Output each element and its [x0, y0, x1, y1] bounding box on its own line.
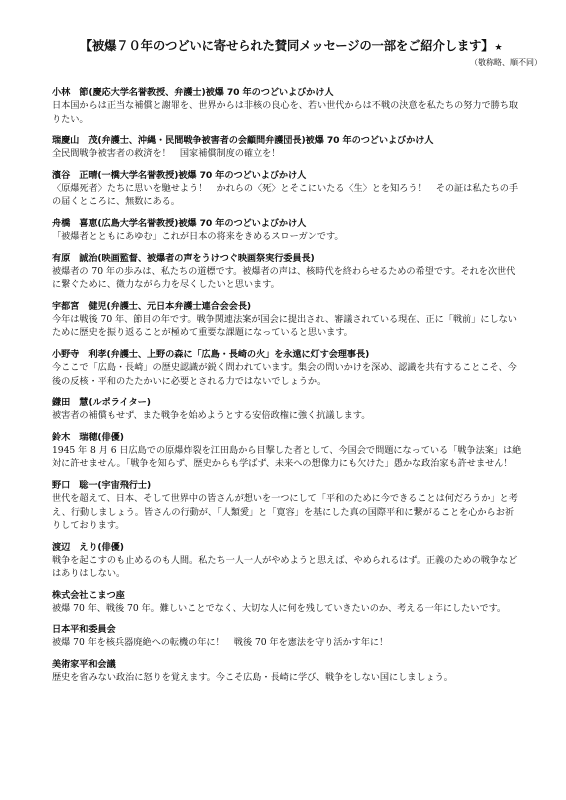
honorifics-note: （敬称略、順不同） [470, 58, 542, 67]
sender-name: 株式会社こまつ座 [52, 589, 125, 601]
title-star-mark: ★ [494, 43, 503, 53]
sender-name: 濱谷 正晴(一橋大学名誉教授)被爆 70 年のつどいよびかけ人 [52, 169, 307, 181]
message-entry [52, 348, 522, 388]
message-text: 日本国からは正当な補償と謝罪を、世界からは非核の良心を、若い世代からは不戦の決意を私たちの努力で勝ち取りたい。 [52, 100, 519, 125]
sender-name: 美術家平和会議 [52, 659, 116, 671]
sender-name: 瑞慶山 茂(弁護士、沖縄・民間戦争被害者の会顧問弁護団長)被爆 70 年のつどいよびかけ人 [52, 135, 434, 147]
message-entry [52, 396, 522, 423]
message-text: 今年は戦後 70 年、節目の年です。戦争関連法案が国会に提出され、審議されている現在、正に「戦前」にしないために歴史を振り返ることが極めて重要な課題になっていると思います。 [52, 313, 517, 339]
message-list [52, 86, 522, 685]
message-text: 今ここで「広島・長崎」の歴史認識が鋭く問われています。集会の問いかけを深め、認識を共有することこそ、今後の反核・平和のたたかいに必要とされる力ではないでしょうか。 [52, 361, 517, 387]
message-text: 〈原爆死者〉たちに思いを馳せよう！ かれらの〈死〉とそこにいたる〈生〉とを知ろう！ その証は私たちの手の届くところに、無数にある。 [52, 182, 519, 208]
message-entry [52, 541, 522, 581]
sender-name: 野口 聡一(宇宙飛行士) [52, 479, 152, 491]
message-entry [52, 217, 522, 244]
message-text: 被害者の補償もせず、また戦争を始めようとする安倍政権に強く抗議します。 [52, 410, 371, 422]
sender-name: 有原 誠治(映画監督、被爆者の声をうけつぐ映画祭実行委員長) [52, 252, 315, 264]
message-entry [52, 252, 522, 292]
message-text: 被爆 70 年、戦後 70 年。難しいことでなく、大切な人に何を残していきたいのか、考える一年にしたいです。 [52, 602, 507, 614]
message-entry [52, 431, 522, 471]
message-text: 「被爆者とともにあゆむ」これが日本の将来をきめるスローガンです。 [52, 230, 344, 242]
message-text: 被爆 70 年を核兵器廃絶への転機の年に！ 戦後 70 年を憲法を守り活かす年に！ [52, 637, 389, 649]
page-title [42, 38, 540, 56]
sender-name: 小林 節(慶応大学名誉教授、弁護士)被爆 70 年のつどいよびかけ人 [52, 87, 334, 98]
message-text: 戦争を起こすのも止めるのも人間。私たち一人一人がやめようと思えば、やめられるはず。正義のための戦争などはありはしない。 [52, 554, 518, 580]
message-text: 歴史を省みない政治に怒りを覚えます。今こそ広島・長崎に学び、戦争をしない国にしましょう。 [52, 672, 453, 684]
sender-name: 舟橋 喜恵(広島大学名誉教授)被爆 70 年のつどいよびかけ人 [52, 217, 307, 229]
message-text: 1945 年 8 月 6 日広島での原爆炸裂を江田島から目撃した者として、今国会で問題になっている「戦争法案」は絶対に許せません。「戦争を知らず、歴史からも学ばず、未来への想像力にも欠けた」愚かな政治家も許せません！ [52, 444, 522, 470]
sender-name: 宇都宮 健児(弁護士、元日本弁護士連合会会長) [52, 300, 252, 312]
sender-name: 鎌田 慧(ルポライター) [52, 397, 151, 409]
message-entry [52, 169, 522, 209]
message-entry [52, 134, 522, 161]
message-entry [52, 86, 522, 126]
message-entry [52, 589, 522, 616]
message-entry [52, 658, 522, 685]
message-text: 全民間戦争被害者の救済を！ 国家補償制度の確立を！ [52, 148, 281, 160]
message-entry [52, 479, 522, 533]
title-text: 【被爆７０年のつどいに寄せられた賛同メッセージの一部をご紹介します】 [79, 38, 494, 53]
sender-name: 日本平和委員会 [52, 624, 116, 636]
message-entry [52, 300, 522, 340]
sender-name: 渡辺 えり(俳優) [52, 541, 124, 553]
message-text: 世代を超えて、日本、そして世界中の皆さんが想いを一つにして「平和のために今できることは何だろうか」と考え、行動しましょう。皆さんの行動が、「人類愛」と「寛容」を基にした真の国際平和に繋がることを心からお祈りしております。 [52, 492, 518, 532]
message-entry [52, 623, 522, 650]
message-text: 被爆者の 70 年の歩みは、私たちの道標です。被爆者の声は、核時代を終わらせるための希望です。それを次世代に繋ぐために、微力ながら力を尽くしたいと思います。 [52, 265, 516, 291]
sender-name: 鈴木 瑞穂(俳優) [52, 431, 124, 443]
sender-name: 小野寺 利孝(弁護士、上野の森に「広島・長崎の火」を永遠に灯す会理事長) [52, 348, 370, 360]
